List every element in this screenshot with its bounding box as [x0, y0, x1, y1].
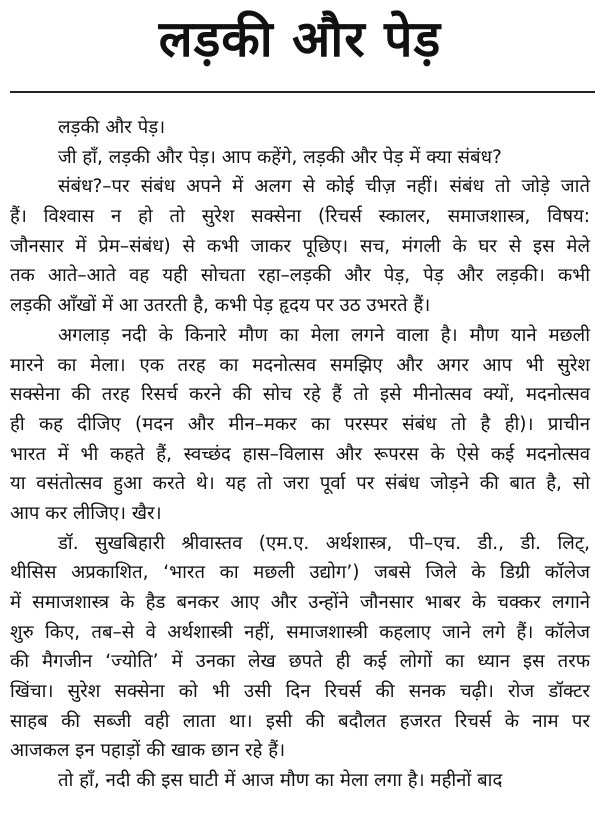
- paragraph-line: सक्सेना की तरह रिसर्च करने की सोच रहे हैं तो इसे मीनोत्सव क्यों, मदनोत्सव: [10, 384, 590, 406]
- page-title: लड़की और पेड़: [158, 10, 442, 68]
- paragraph-line: मारने का मेला। एक तरह का मदनोत्सव समझिए और अगर आप भी सुरेश: [10, 354, 590, 376]
- paragraph-line: जी हाँ, लड़की और पेड़। आप कहेंगे, लड़की और पेड़ में क्या संबंध?: [58, 146, 502, 168]
- paragraph-line: या वसंतोत्सव हुआ करते थे। यह तो जरा पूर्वा पर संबंध जोड़ने की बात है, सो: [10, 473, 590, 495]
- paragraph-line: की मैगजीन ‘ज्योति’ में उनका लेख छपते ही कई लोगों का ध्यान इस तरफ: [10, 651, 590, 673]
- paragraph-line: तो हाँ, नदी की इस घाटी में आज मौण का मेला लगा है। महीनों बाद: [58, 770, 503, 792]
- paragraph-line: अगलाड़ नदी के किनारे मौण का मेला लगने वाला है। मौण याने मछली: [58, 324, 590, 346]
- paragraph-line: साहब की सब्जी वही लाता था। इसी की बदौलत हजरत रिचर्स के नाम पर: [10, 710, 590, 732]
- paragraph-line: खिंचा। सुरेश सक्सेना को भी उसी दिन रिचर्स की सनक चढ़ी। रोज डॉक्टर: [10, 681, 590, 703]
- paragraph-line: तक आते–आते वह यही सोचता रहा–लड़की और पेड़, पेड़ और लड़की। कभी: [10, 265, 590, 287]
- title-divider: [10, 91, 595, 93]
- paragraph-line: ही कह दीजिए (मदन और मीन–मकर का परस्पर संबंध तो है ही)। प्राचीन: [10, 413, 590, 435]
- paragraph-line: भारत में भी कहते हैं, स्वच्छंद हास–विलास और रूपरस के ऐसे कई मदनोत्सव: [10, 443, 590, 465]
- paragraph-line: में समाजशास्त्र के हैड बनकर आए और उन्होंने जौनसार भाबर के चक्कर लगाने: [10, 592, 590, 613]
- paragraph-line: जौनसार में प्रेम–संबंध) से कभी जाकर पूछिए। सच, मंगली के घर से इस मेले: [10, 235, 590, 257]
- paragraph-line: थीसिस अप्रकाशित, ‘भारत का मछली उद्योग’) जबसे जिले के डिग्री कॉलेज: [10, 562, 590, 584]
- paragraph-line: आजकल इन पहाड़ों की खाक छान रहे हैं।: [10, 740, 286, 762]
- paragraph-line: लड़की आँखों में आ उतरती है, कभी पेड़ हृदय पर उठ उभरते हैं।: [10, 295, 431, 317]
- paragraph-line: शुरु किए, तब–से वे अर्थशास्त्री नहीं, समाजशास्त्री कहलाए जाने लगे हैं। कॉलेज: [10, 621, 590, 643]
- paragraph-line: हैं। विश्वास न हो तो सुरेश सक्सेना (रिचर्स स्कालर, समाजशास्त्र, विषय:: [10, 206, 590, 228]
- paragraph-line: संबंध?–पर संबंध अपने में अलग से कोई चीज़ नहीं। संबंध तो जोड़े जाते: [58, 176, 590, 198]
- paragraph-line: डॉ. सुखबिहारी श्रीवास्तव (एम.ए. अर्थशास्त्र, पी–एच. डी., डी. लिट्,: [58, 532, 590, 554]
- paragraph-line: लड़की और पेड़।: [58, 117, 166, 138]
- paragraph-line: आप कर लीजिए। खैर।: [10, 502, 162, 524]
- story-body: [10, 113, 590, 796]
